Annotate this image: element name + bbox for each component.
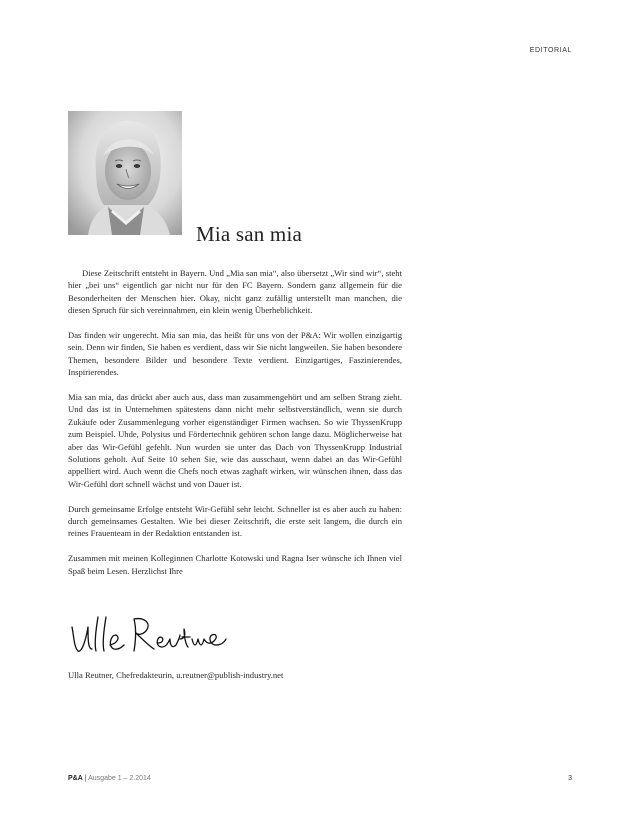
paragraph: Das finden wir ungerecht. Mia san mia, das heißt für uns von der P&A: Wir wollen einzigartig sein. Denn wir finden, Sie haben es verdient, dass wir Sie nicht langweilen. Sie haben besondere Themen, besondere Bilder und besondere Texte verdient. Einzigartiges, Faszinierendes, Inspirierendes. <box>68 330 402 378</box>
footer-separator: | <box>82 775 89 782</box>
section-label: EDITORIAL <box>529 47 572 54</box>
footer-publication <box>68 775 151 782</box>
handwritten-signature <box>68 613 228 659</box>
editorial-title: Mia san mia <box>196 222 303 246</box>
paragraph: Durch gemeinsame Erfolge entsteht Wir-Gefühl sehr leicht. Schneller ist es aber auch zu haben: durch gemeinsames Gestalten. Wie bei dieser Zeitschrift, die erste seit langem, die durch ein reines Frauenteam in der Redaktion entstanden ist. <box>68 503 402 539</box>
paragraph: Diese Zeitschrift entsteht in Bayern. Und „Mia san mia“, also übersetzt „Wir sind wir“, steht hier „bei uns“ eigentlich gar nicht nur für den FC Bayern. Sondern ganz allgemein für die Besonderheiten der Menschen hier. Okay, nicht ganz zufällig unterstellt man manchen, die diesen Spruch für sich vereinnahmen, ein klein wenig Überheblichkeit. <box>68 268 402 316</box>
page-number: 3 <box>568 775 572 782</box>
footer-issue: Ausgabe 1 – 2.2014 <box>88 775 151 782</box>
paragraph: Mia san mia, das drückt aber auch aus, dass man zusammengehört und am selben Strang zieht. Und das ist in Unternehmen spätestens dann nicht mehr selbstverständlich, wenn sie durch Zukäufe oder Zusammenlegung vorher eigenständiger Firmen wachsen. So wie ThyssenKrupp zum Beispiel. Uhde, Polysius und Fördertechnik gehören schon lange dazu. Möglicherweise hat aber das Wir-Gefühl gefehlt. Nun wurden sie unter das Dach von ThyssenKrupp Industrial Solutions geholt. Auf Seite 10 sehen Sie, wie das ausschaut, wenn dabei an das Wir-Gefühl appelliert wird. Auch wenn die Chefs noch etwas zaghaft wirken, wir wünschen ihnen, dass das Wir-Gefühl dort schnell wächst und von Dauer ist. <box>68 392 402 489</box>
footer-brand: P&A <box>68 775 83 782</box>
paragraph: Zusammen mit meinen Kolleginnen Charlotte Kotowski und Ragna Iser wünsche ich Ihnen viel Spaß beim Lesen. Herzlichst Ihre <box>68 553 402 576</box>
editorial-body <box>68 267 402 589</box>
author-portrait <box>68 111 182 235</box>
author-byline: Ulla Reutner, Chefredakteurin, u.reutner@publish-industry.net <box>68 670 284 680</box>
